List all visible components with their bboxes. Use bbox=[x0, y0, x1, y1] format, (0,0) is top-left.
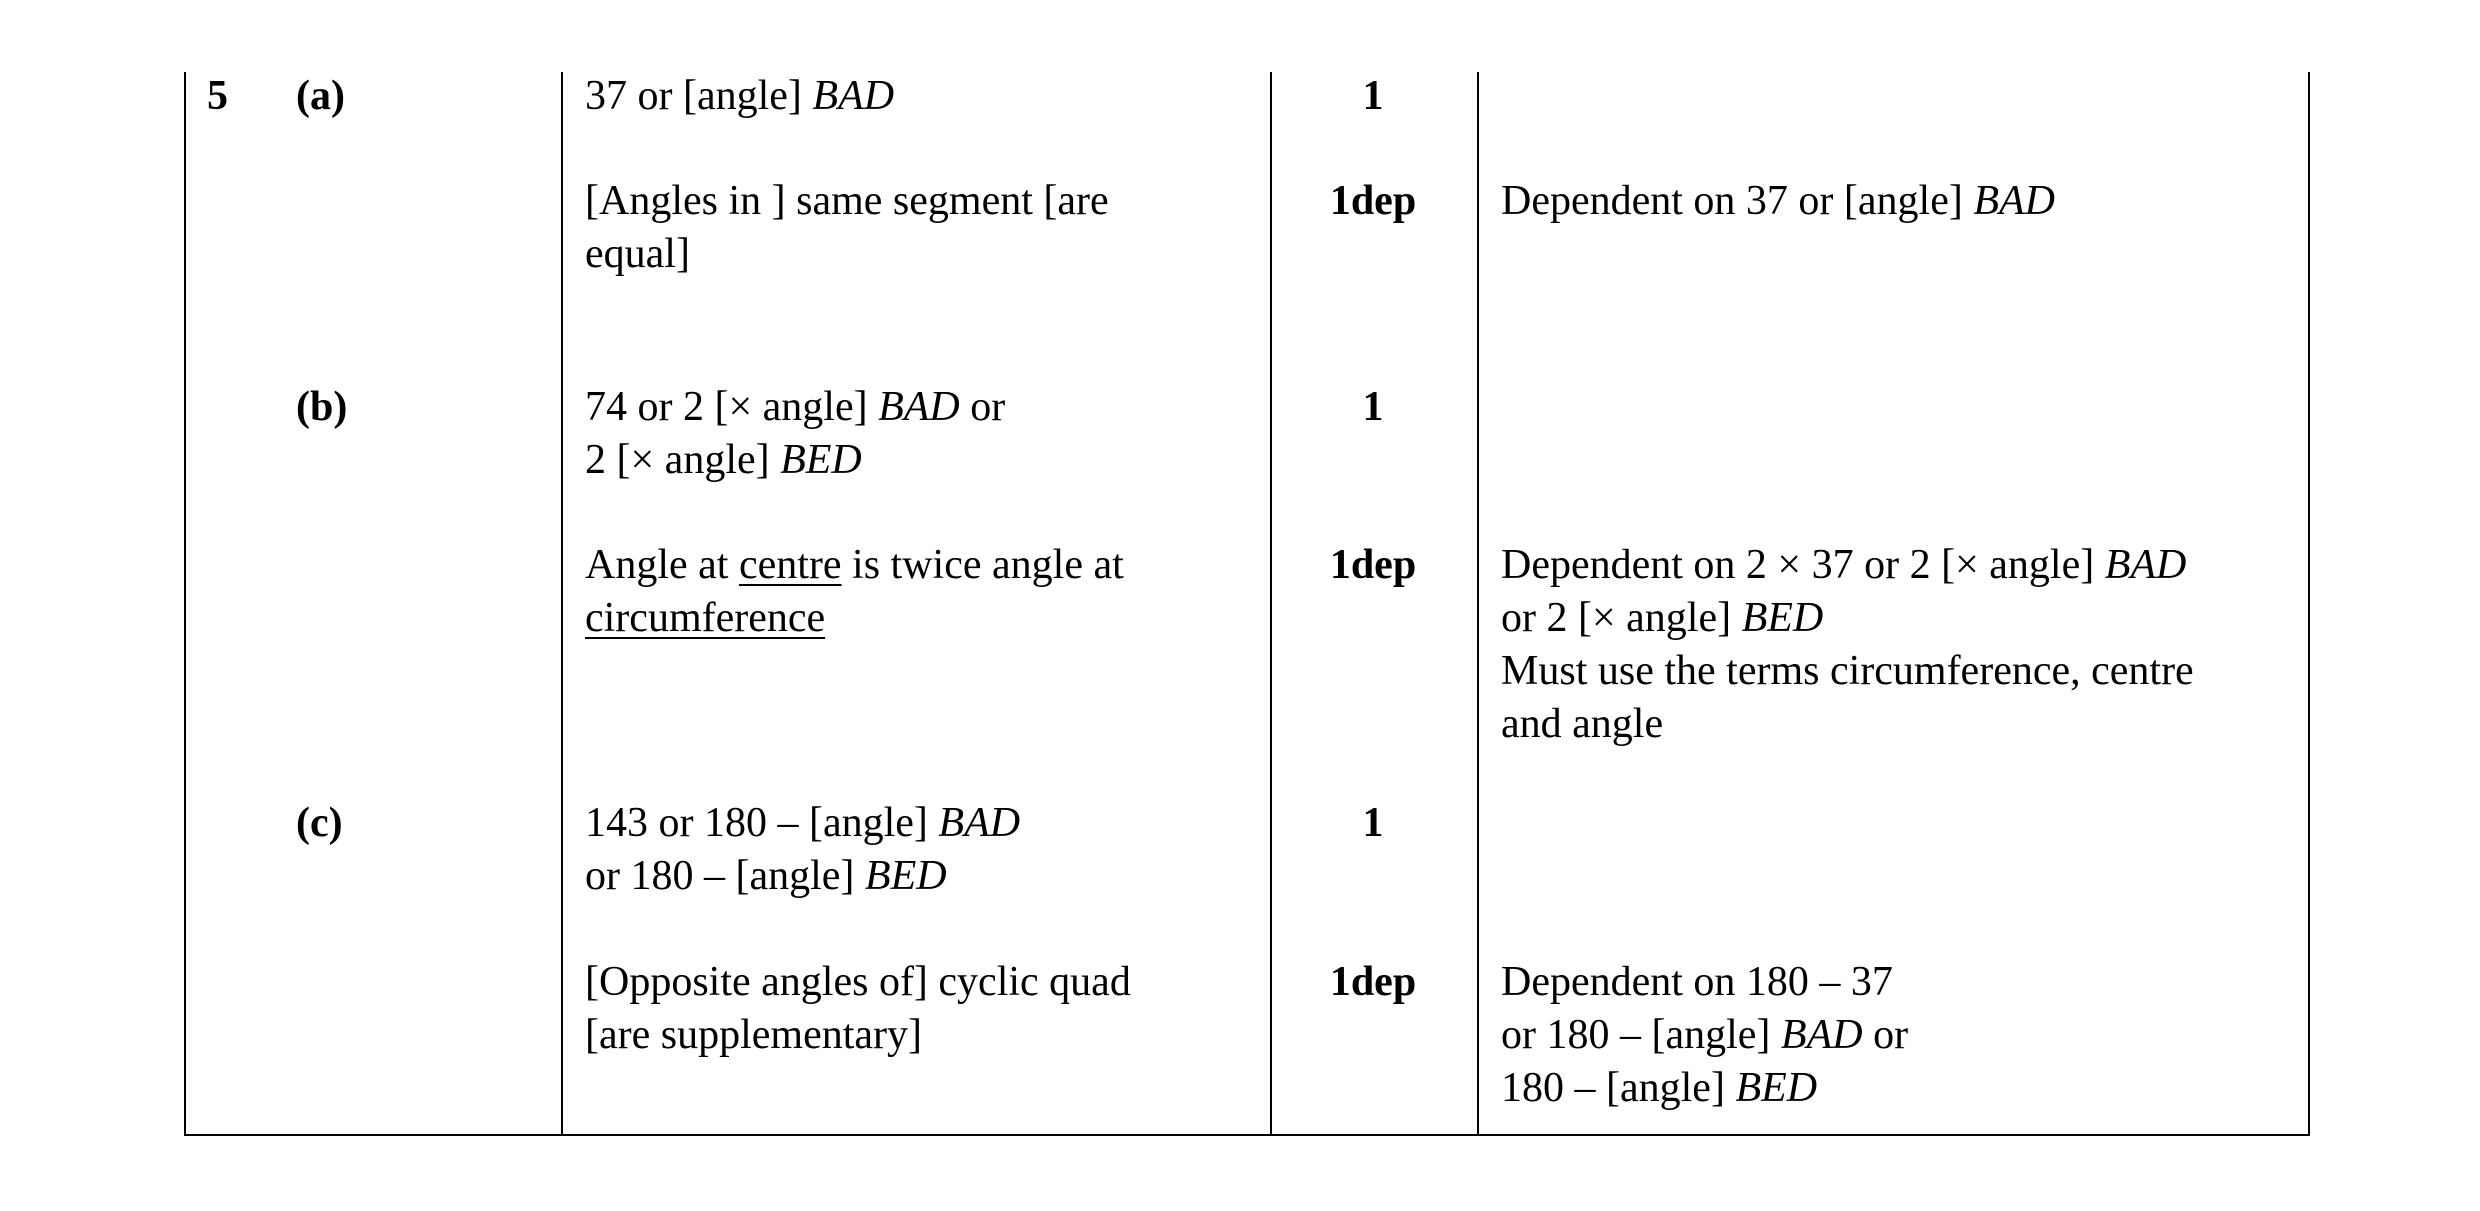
question-number: 5 bbox=[207, 73, 228, 119]
comment-c-2: Dependent on 180 – 37 or 180 – [angle] BAD or 180 – [angle] BED bbox=[1501, 959, 1909, 1111]
comment-b-2: Dependent on 2 × 37 or 2 [× angle] BAD or 2 [× angle] BED Must use the terms circumference, centre and angle bbox=[1501, 542, 2194, 747]
answer-a-1: 37 or [angle] BAD bbox=[585, 73, 895, 119]
answer-a-2: [Angles in ] same segment [are equal] bbox=[585, 178, 1109, 277]
mark-b-2: 1dep bbox=[1329, 542, 1417, 588]
column-divider-mark bbox=[1270, 72, 1272, 1136]
mark-c-1: 1 bbox=[1362, 800, 1384, 846]
mark-a-1: 1 bbox=[1362, 73, 1384, 119]
column-divider-answer bbox=[561, 72, 563, 1136]
answer-b-2: Angle at centre is twice angle at circumference bbox=[585, 542, 1124, 641]
comment-a-2: Dependent on 37 or [angle] BAD bbox=[1501, 178, 2055, 224]
answer-c-2: [Opposite angles of] cyclic quad [are supplementary] bbox=[585, 959, 1131, 1058]
part-label-b: (b) bbox=[296, 384, 348, 430]
answer-c-1: 143 or 180 – [angle] BAD or 180 – [angle] BED bbox=[585, 800, 1021, 899]
answer-b-1: 74 or 2 [× angle] BAD or 2 [× angle] BED bbox=[585, 384, 1006, 483]
part-label-c: (c) bbox=[296, 800, 343, 846]
part-label-a: (a) bbox=[296, 73, 345, 119]
mark-c-2: 1dep bbox=[1329, 959, 1417, 1005]
mark-a-2: 1dep bbox=[1329, 178, 1417, 224]
mark-b-1: 1 bbox=[1362, 384, 1384, 430]
column-divider-comment bbox=[1477, 72, 1479, 1136]
